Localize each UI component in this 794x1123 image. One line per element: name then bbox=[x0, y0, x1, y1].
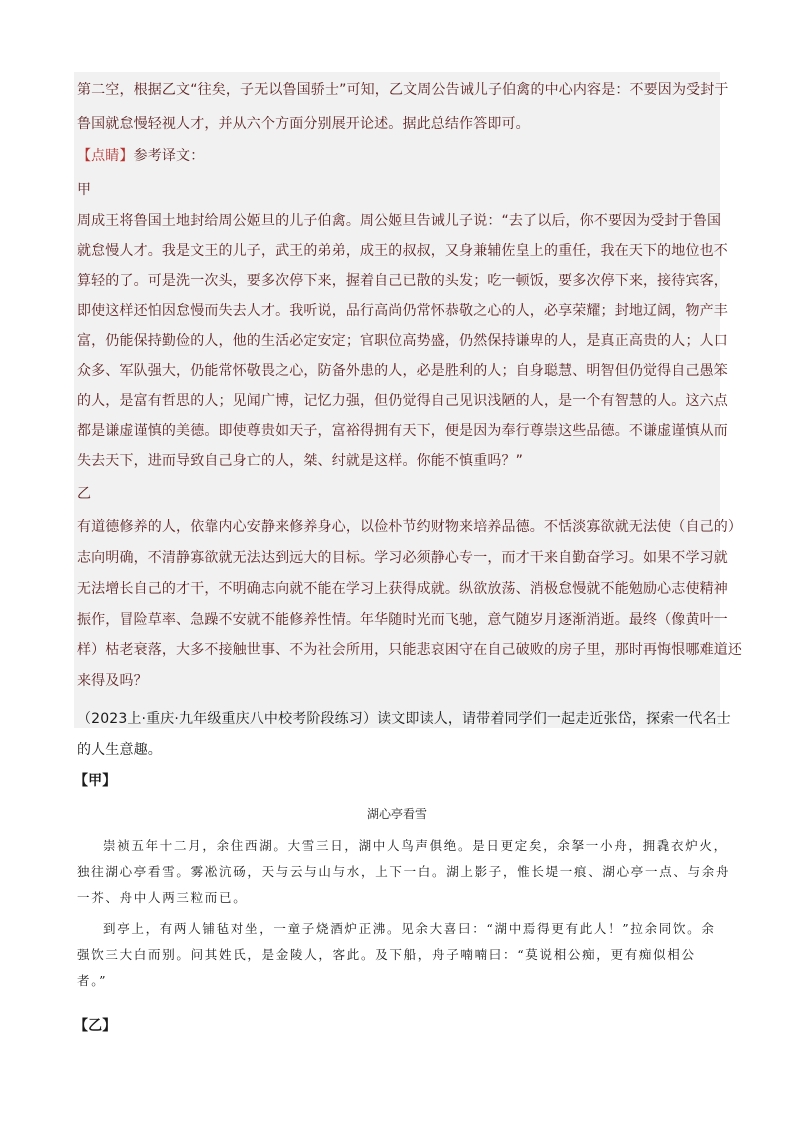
jia-translation-line-5: 富，仍能保持勤俭的人，他的生活必定安定；官职位高势盛，仍然保持谦卑的人，是真正高贵的人；人口 bbox=[77, 333, 728, 349]
passage-jia-para2-line-3: 者。” bbox=[77, 973, 108, 988]
yi-translation-line-2: 志向明确，不清静寡欲就无法达到远大的目标。学习必须静心专一，而才干来自勤奋学习。如果不学习就 bbox=[77, 550, 728, 566]
analysis-line-2: 鲁国就怠慢轻视人才，并从六个方面分别展开论述。据此总结作答即可。 bbox=[77, 116, 530, 132]
yi-translation-line-6: 来得及吗？ bbox=[77, 673, 148, 689]
jia-translation-line-9: 失去天下，进而导致自己身亡的人，桀、纣就是这样。你能不慎重吗？” bbox=[77, 453, 524, 469]
jia-translation-line-2: 就怠慢人才。我是文王的儿子，武王的弟弟，成王的叔叔，又身兼辅佐皇上的重任，我在天下的地位也不 bbox=[77, 243, 728, 259]
dianjing-text: 参考译文： bbox=[133, 148, 205, 164]
dianjing-label: 【点睛】 bbox=[77, 148, 134, 164]
passage-jia-para1-line-1: 崇祯五年十二月，余住西湖。大雪三日，湖中人鸟声俱绝。是日更定矣，余拏一小舟，拥毳衣炉火， bbox=[103, 838, 728, 853]
passage-jia-heading: 【甲】 bbox=[74, 773, 117, 789]
jia-translation-heading: 甲 bbox=[77, 182, 92, 198]
jia-translation-line-4: 即使这样还怕因怠慢而失去人才。我听说，品行高尚仍常怀恭敬之心的人，必享荣耀；封地辽阔，物产丰 bbox=[77, 303, 728, 319]
passage-jia-para1-line-3: 一芥、舟中人两三粒而已。 bbox=[77, 890, 248, 905]
question-line-1: （2023上·重庆·九年级重庆八中校考阶段练习）读文即读人，请带着同学们一起走近张岱，探索一代名士 bbox=[77, 711, 731, 727]
passage-yi-heading: 【乙】 bbox=[74, 1018, 117, 1034]
passage-jia-para2-line-1: 到亭上，有两人铺毡对坐，一童子烧酒炉正沸。见余大喜曰：“湖中焉得更有此人！”拉余同饮。余 bbox=[103, 921, 716, 936]
jia-translation-line-7: 的人，是富有哲思的人；见闻广博，记忆力强，但仍觉得自己见识浅陋的人，是一个有智慧的人。这六点 bbox=[77, 393, 728, 409]
jia-translation-line-8: 都是谦虚谨慎的美德。即使尊贵如天子，富裕得拥有天下，便是因为奉行尊崇这些品德。不谦虚谨慎从而 bbox=[77, 423, 728, 439]
passage-jia-para2-line-2: 强饮三大白而别。问其姓氏，是金陵人，客此。及下船，舟子喃喃曰：“莫说相公痴，更有痴似相公 bbox=[77, 947, 696, 962]
yi-translation-heading: 乙 bbox=[77, 486, 92, 502]
jia-translation-line-6: 众多、军队强大，仍能常怀敬畏之心，防备外患的人，必是胜利的人；自身聪慧、明智但仍觉得自己愚笨 bbox=[77, 363, 728, 379]
analysis-line-1: 第二空，根据乙文“往矣，子无以鲁国骄士”可知，乙文周公告诫儿子伯禽的中心内容是：不要因为受封于 bbox=[77, 82, 729, 98]
jia-translation-line-1: 周成王将鲁国土地封给周公姬旦的儿子伯禽。周公姬旦告诫儿子说：“去了以后，你不要因为受封于鲁国 bbox=[77, 213, 722, 229]
yi-translation-line-5: 样）枯老衰落，大多不接触世事、不为社会所用，只能悲哀困守在自己破败的房子里，那时再悔恨哪难道还 bbox=[77, 642, 743, 658]
passage-jia-title: 湖心亭看雪 bbox=[366, 807, 427, 821]
question-line-2: 的人生意趣。 bbox=[77, 742, 162, 758]
dianjing-line bbox=[77, 147, 204, 165]
jia-translation-line-3: 算轻的了。可是洗一次头，要多次停下来，握着自己已散的头发；吃一顿饭，要多次停下来，接待宾客， bbox=[77, 273, 728, 289]
yi-translation-line-4: 振作，冒险草率、急躁不安就不能修养性情。年华随时光而飞驰，意气随岁月逐渐消逝。最终（像黄叶一 bbox=[77, 612, 728, 628]
yi-translation-line-3: 无法增长自己的才干，不明确志向就不能在学习上获得成就。纵欲放荡、消极怠慢就不能勉励心志使精神 bbox=[77, 581, 728, 597]
passage-jia-para1-line-2: 独往湖心亭看雪。雾凇沆砀，天与云与山与水，上下一白。湖上影子，惟长堤一痕、湖心亭一点、与余舟 bbox=[77, 864, 731, 879]
yi-translation-line-1: 有道德修养的人，依靠内心安静来修养身心，以俭朴节约财物来培养品德。不恬淡寡欲就无法使（自己的） bbox=[77, 519, 743, 535]
